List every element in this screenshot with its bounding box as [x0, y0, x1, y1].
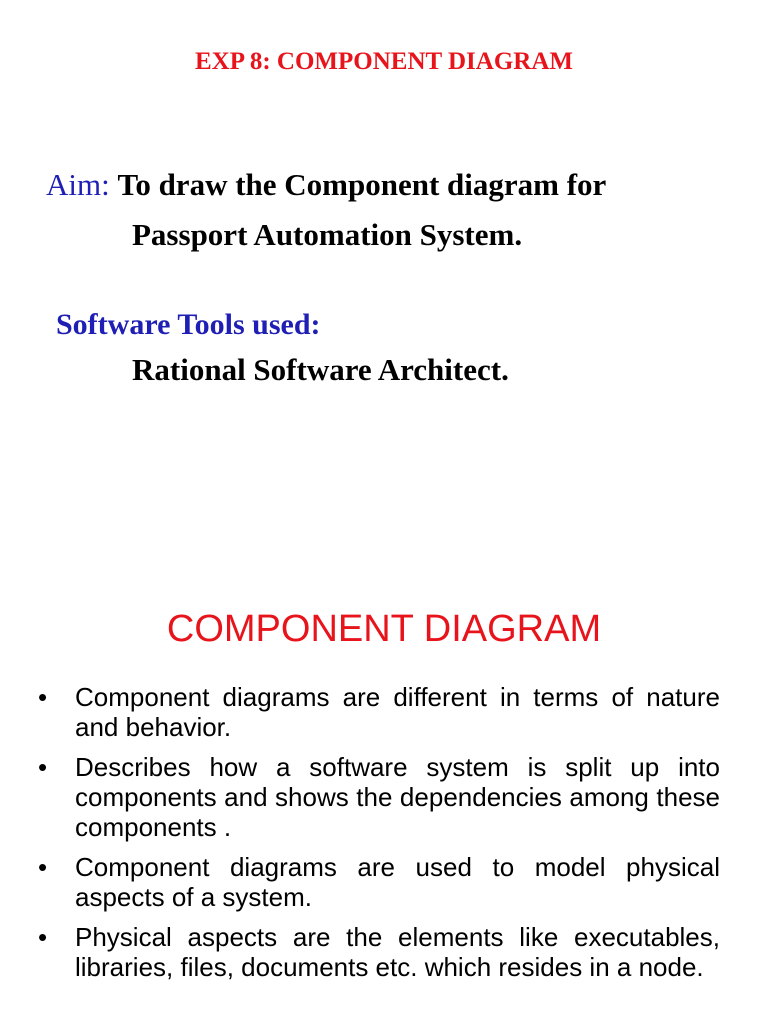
aim-block: [46, 160, 746, 260]
section-title: COMPONENT DIAGRAM: [166, 608, 602, 650]
aim-text-line-2: Passport Automation System.: [132, 217, 523, 252]
bullet-dot-icon: •: [38, 752, 48, 782]
bullet-list: [38, 682, 720, 992]
slide-component-diagram: [0, 510, 768, 1024]
bullet-text: Physical aspects are the elements like executables, libraries, files, documents etc. which resides in a node.: [75, 922, 720, 982]
bullet-text: Component diagrams are used to model physical aspects of a system.: [75, 852, 720, 912]
software-tools-value: Rational Software Architect.: [132, 352, 509, 387]
aim-line-1: [46, 160, 746, 210]
slide-aim: [0, 0, 768, 510]
experiment-title: EXP 8: COMPONENT DIAGRAM: [194, 48, 573, 75]
list-item: [38, 852, 720, 912]
bullet-text: Component diagrams are different in terms of nature and behavior.: [75, 682, 720, 742]
bullet-dot-icon: •: [38, 852, 48, 882]
aim-text-line-1: To draw the Component diagram for: [117, 167, 607, 202]
bullet-dot-icon: •: [38, 682, 48, 712]
software-tools-label: Software Tools used:: [56, 308, 321, 341]
aim-label: Aim:: [46, 167, 110, 202]
list-item: [38, 922, 720, 982]
list-item: [38, 752, 720, 842]
list-item: [38, 682, 720, 742]
bullet-dot-icon: •: [38, 922, 48, 952]
bullet-text: Describes how a software system is split up into components and shows the dependencies among these components .: [75, 752, 720, 842]
